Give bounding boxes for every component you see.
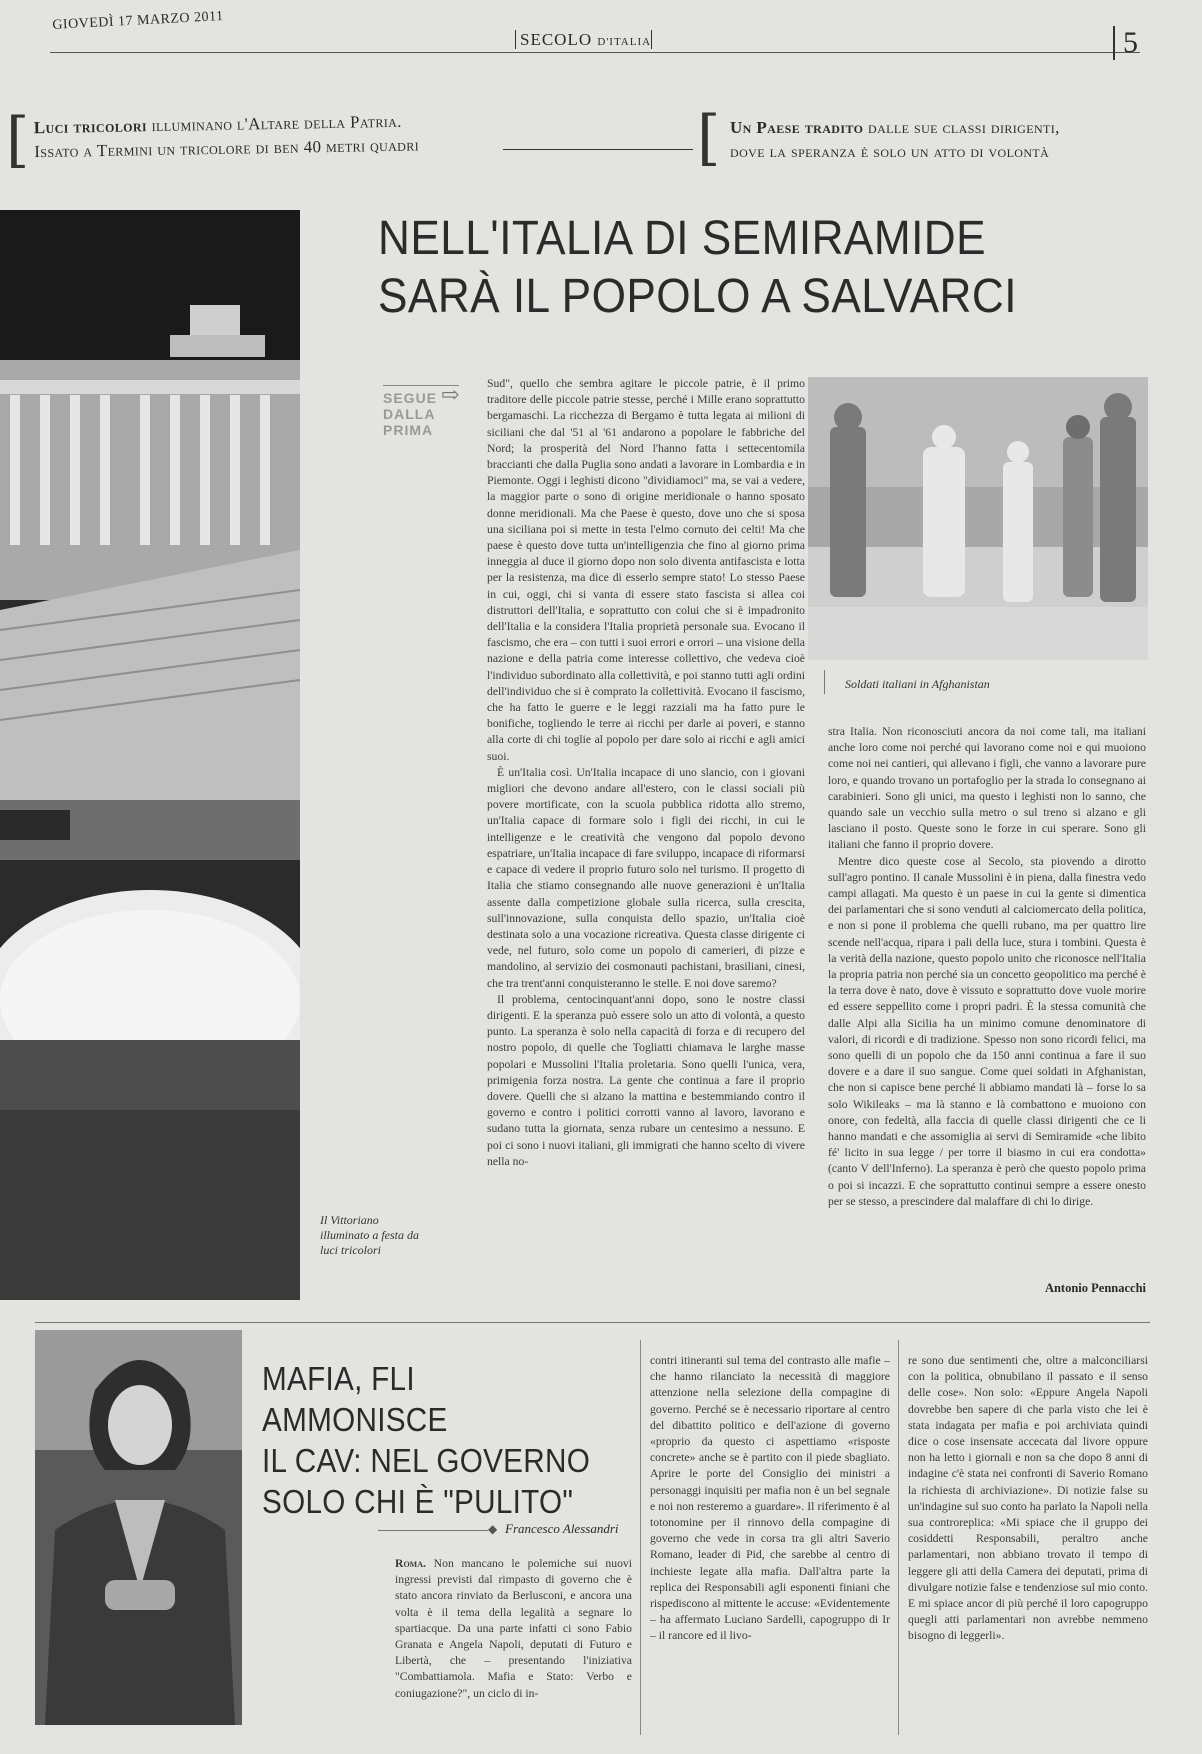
second-article-col2 xyxy=(650,1353,890,1735)
second-headline xyxy=(262,1358,604,1522)
main-headline xyxy=(378,210,1096,326)
main-article-col2 xyxy=(828,724,1146,1280)
column-rule-1 xyxy=(640,1340,641,1735)
main-article-col1 xyxy=(487,376,805,1298)
left-kicker-rule xyxy=(503,149,693,150)
right-kicker-rest: dalle sue classi dirigenti, xyxy=(863,118,1060,137)
paper-name: SECOLO xyxy=(515,30,592,49)
vittoriano-caption: Il Vittoriano illuminato a festa da luci tricolori xyxy=(320,1213,419,1257)
main-col1-par3: Il problema, centocinquant'anni dopo, sono le nostre classi dirigenti. E la speranza può essere solo un atto di volontà, a questo punto. La speranza è solo nella capacità di forza e di recupero del nostro popolo, di quelle che Togliatti chiamava le larghe masse popolari e Mussolini l'Italia proletaria. Sono quelli l'unica, vera, primigenia forza nostra. La gente che continua a fare il proprio dovere. Quelli che si alzano la mattina e bestemmiando contro il governo e contro i politici corrotti vanno al lavoro, lavorano e sudano tutta la giornata, senza rubare un centesimo a nessuno. E poi ci sono i nuovi italiani, gli immigrati che hanno scelto di vivere nella no- xyxy=(487,992,805,1168)
main-col2-par2: Mentre dico queste cose al Secolo, sta piovendo a dirotto sull'agro pontino. Il canale Mussolini è in piena, dalla finestra vedo campi allagati. Ma questo è un paese in cui la gente si dimentica dei parlamentari che si sono venduti al calciomercato della politica, e non si pone il problema che quelli rubano, ma per quattro lire scende nell'acqua, ripara i pali della luce, stura i tombini. Questa è la verità della nazione, questo popolo unito che riconosce nell'Italia la propria patria non perché sia un concetto geopolitico ma perché è la terra dove è nato, dove è vissuto e soprattutto dove vuole morire ed essere seppellito come i propri padri. È la stessa comunità che dalle Alpi alla Sicilia ha un minimo comune denominatore di valori, di ricordi e di tradizione. Spesso non sono ricordi felici, ma sono quelli di un popolo che da 150 anni continua a fare il suo dovere e a dare il suo sangue. Come quei soldati in Afghanistan, che non si capisce bene perché li abbiamo mandati là – forse lo sa solo Wikileaks – ma là stanno e là combattono e muoiono con onore, con fedeltà, alla faccia di quelle classi dirigenti che ce li hanno mandati e che assomiglia ai servi di Semiramide «che libito fé' licito in sua legge / per torre il biasmo in cui era condotta» (canto V dell'Inferno). La speranza è però che questo popolo prima o poi si incazzi. E che soprattutto continui sempre a essere onesto per se stesso, a prescindere dal malaffare di chi lo dirige. xyxy=(828,854,1146,1208)
second-byline: Francesco Alessandri xyxy=(505,1521,619,1536)
section-divider xyxy=(35,1322,1150,1323)
left-kicker xyxy=(34,108,515,164)
right-bracket: [ xyxy=(697,103,721,173)
second-headline-line1: MAFIA, FLI AMMONISCE xyxy=(262,1360,448,1438)
afghanistan-caption: Soldati italiani in Afghanistan xyxy=(845,677,990,691)
main-article-author: Antonio Pennacchi xyxy=(1044,1281,1146,1295)
column-rule-2 xyxy=(898,1340,899,1735)
issue-date: GIOVEDÌ 17 MARZO 2011 xyxy=(52,9,224,33)
right-kicker-line2: dove la speranza è solo un atto di volontà xyxy=(730,142,1050,161)
page-number: 5 xyxy=(1113,26,1138,60)
left-bracket: [ xyxy=(6,105,30,175)
segue-label: SEGUE DALLA PRIMA xyxy=(383,385,459,438)
afghanistan-photo xyxy=(808,377,1148,660)
left-kicker-bold: Luci tricolori xyxy=(33,116,148,138)
second-col1-text: Non mancano le polemiche sui nuovi ingressi previsti dal rimpasto di governo che è stato ancora rinviato da Berlusconi, e ancora una volta è il tema della legalità a segnare lo spartiacque. Da una parte infatti ci sono Fabio Granata e Angela Napoli, deputati di Futuro e Libertà, che – presentando l'iniziativa "Combattiamola. Mafia e Stato: Verbo e coniugazione?", un ciclo di in- xyxy=(395,1557,632,1700)
byline-rule xyxy=(378,1530,488,1531)
left-kicker-line2: Issato a Termini un tricolore di ben 40 metri quadri xyxy=(34,135,420,162)
vittoriano-photo xyxy=(0,210,300,1300)
second-article-col3 xyxy=(908,1353,1148,1735)
caption-rule xyxy=(824,670,825,694)
right-kicker-bold: Un Paese tradito xyxy=(730,118,864,137)
main-col2-par1: stra Italia. Non riconosciuti ancora da noi come tali, ma italiani anche loro come noi perché qui lavorano come noi e qui muoiono come noi nei cantieri, qui allevano i figli, che vanno a lavorare pure loro, e quando trovano un portafoglio per la strada lo consegnano ai carabinieri. Sono gli unici, ma questo i leghisti non lo sanno, che quando sale un vecchio sulla metro o sul treno si alzano e gli lasciano il posto. Queste sono le forze in cui sperare. Sono gli italiani che fanno il proprio dovere. xyxy=(828,725,1146,852)
bullet-icon: ◆ xyxy=(488,1522,498,1536)
main-headline-line2: SARÀ IL POPOLO A SALVARCI xyxy=(378,270,1017,323)
main-col1-par2: È un'Italia così. Un'Italia incapace di uno slancio, con i giovani migliori che devono andare all'estero, con le classi sociali più povere mortificate, con la scuola pubblica ridotta allo stremo, un'Italia capace di formare solo i figli dei ricchi, in cui le intelligenze e le creatività che vengono dal popolo devono espatriare, un'Italia incapace di fare sviluppo, incapace di riformarsi e capace di vedere il proprio futuro solo nel turismo. Il progetto di Italia che stiamo consegnando alle nuove generazioni è un'Italia assente dalla competizione globale sulla ricerca, sulla crescita, sull'innovazione, sulla conquista dello spazio, un'Italia cioè destinata solo a una vocazione ricreativa. Questa classe dirigente ci vede, nel futuro, solo come un popolo di camerieri, di pizze e mandolino, al servizio dei cosmonauti pachistani, brasiliani, cinesi, che tra trent'anni conquisteranno le stelle. E noi dove saremo? xyxy=(487,765,805,990)
main-headline-line1: NELL'ITALIA DI SEMIRAMIDE xyxy=(378,212,987,265)
second-headline-line2: IL CAV: NEL GOVERNO xyxy=(262,1442,591,1479)
dateline: Roma. xyxy=(395,1557,426,1570)
second-article-col1 xyxy=(395,1556,632,1734)
left-kicker-rest: illuminano l'Altare della Patria. xyxy=(146,111,403,136)
main-col1-par1: Sud", quello che sembra agitare le piccole patrie, è il primo traditore delle piccole patrie stesse, perché i Mille erano soprattutto bergamaschi. La ricchezza di Bergamo è tutta legata ai milioni di siciliani che dal '51 al '61 andarono a popolare le fabbriche del Nord; la prosperità del Nord l'hanno fatta i settecentomila braccianti che dalla Puglia sono andati a lavorare in Lombardia e in Piemonte. Oggi i leghisti dicono "dividiamoci" ma, se vai a vedere, la maggior parte o sono di origine meridionale o hanno sposato donne meridionali. Ma che Paese è questo, dove uno che si sposa una siciliana poi si mette in testa l'elmo cornuto dei celti! Ma che paese è questo dove tutta un'intelligenzia che fino al giorno prima inneggia al duce il giorno dopo non solo diventa antifascista e lotta per la resistenza, ma dice di esserlo sempre stato! Lo stesso Paese in cui, oggi, chi si vanta di essere stato fascista si allea coi distruttori dell'Italia, e soprattutto con colui che si è impadronito dell'Italia e la considera l'Italia proprietà personale sua. Evocano il fascismo, che era – con tutti i suoi errori e orrori – una visione della nazione e della patria come interesse collettivo, che vedeva cioè l'individuo subordinato alla collettività, e poi stanno tutti agli ordini dell'individuo che si è comprato la collettività. Evocano il fascismo, che ha fatto le guerre e le leggi razziali ma ha fatto pure le bonifiche, togliendo le terre ai ricchi per darle ai poveri, e stanno alla corte di chi toglie al popolo per dare solo ai ricchi e agli amici suoi. xyxy=(487,377,805,763)
angela-napoli-photo xyxy=(35,1330,242,1725)
paper-suffix: D'ITALIA xyxy=(597,36,652,48)
right-kicker xyxy=(730,116,1170,164)
header-rule xyxy=(50,52,1140,53)
masthead xyxy=(515,30,652,50)
second-col3-text: re sono due sentimenti che, oltre a malconciliarsi con la politica, obnubilano il passato e il senso delle cose». Non solo: «Eppure Angela Napoli dovrebbe ben sapere di che parla visto che lei è stata indagata per mafia e poi archiviata quindi dice o cose insensate accecata dal livore oppure non ha letto i giornali e non sa che dopo 8 anni di indagine c'è stata nei confronti di Saverio Romano la richiesta di archiviazione». Di notizie false su un'indagine sul suo conto ha parlato la Napoli nella sua controreplica: «Mi spiace che il gruppo dei cosiddetti Responsabili, peraltro anche parlamentari, non abbiano trovato il tempo di leggere gli atti della Camera dei deputati, prima di divulgare notizie false e tendenziose sul mio conto. E mi spiace ancor di più perché il loro capogruppo quegli atti parlamentari non avrebbe nemmeno bisogno di leggerli». xyxy=(908,1354,1148,1643)
second-headline-line3: SOLO CHI È "PULITO" xyxy=(262,1483,574,1520)
second-col2-text: contri itineranti sul tema del contrasto alle mafie – che hanno rilanciato la necessità di maggiore attenzione nella selezione della compagine di governo. Perché se è necessario riportare al centro del dibattito politico e dell'azione di governo «proprio da questo ci aspettiamo «risposte concrete» anche se è partito con il piede sbagliato. Aprire le porte del Consiglio dei ministri a personaggi inquisiti per mafia non è un bel segnale e noi non resteremo a guardare». Il riferimento è al totonomine per il rinnovo della compagine di governo che vede in corsa tra gli altri Saverio Romano, leader di Pid, che sarebbe al centro di inchieste legate alla mafia. Dall'altra parte la replica dei Responsabili agli esponenti finiani che rispediscono al mittente le accuse: «Evidentemente – ha affermato Luciano Sardelli, capogruppo di Ir – il rancore ed il livo- xyxy=(650,1354,890,1643)
arrow-right-icon: ⇨ xyxy=(441,382,460,407)
